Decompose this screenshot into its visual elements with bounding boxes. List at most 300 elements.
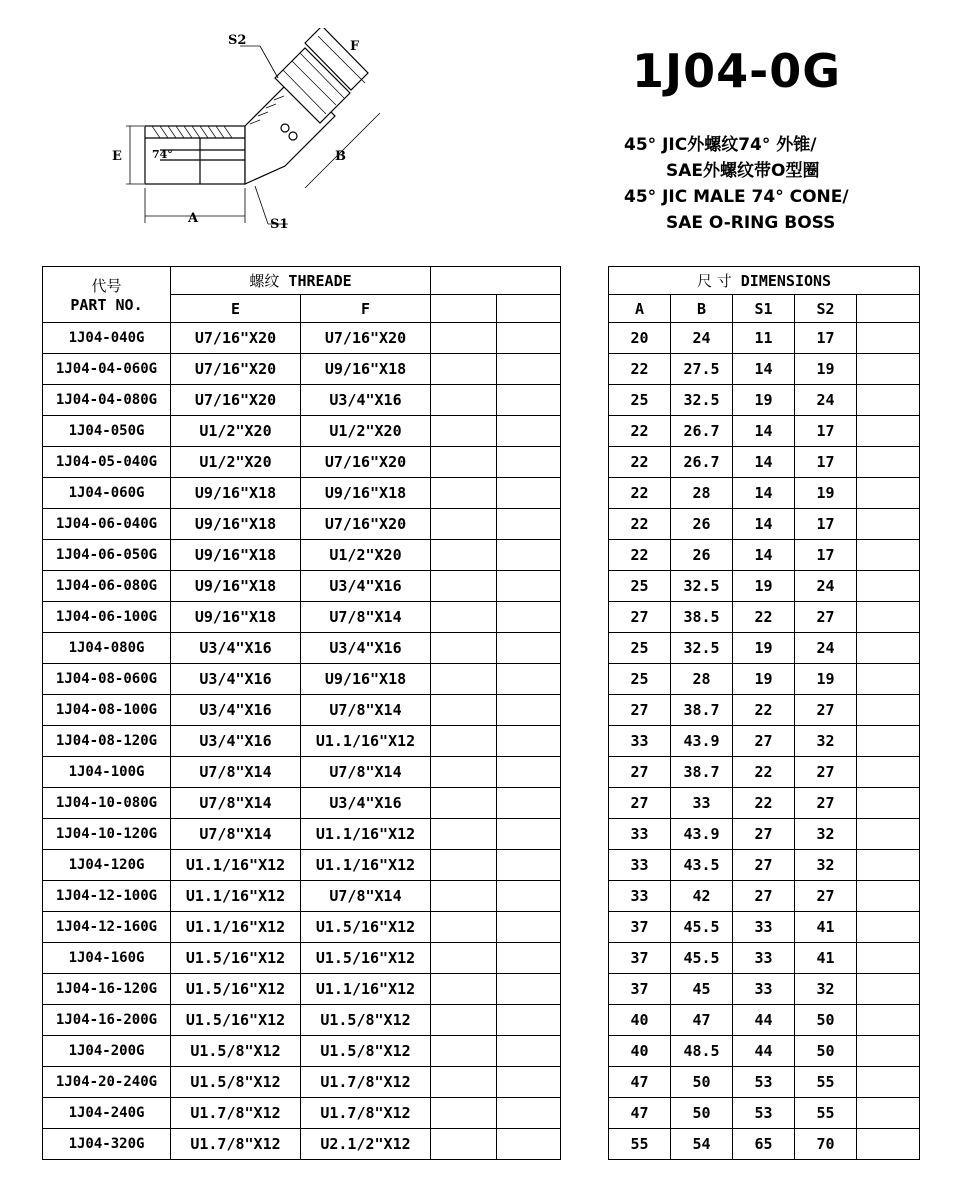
- cell-dim-s1: 22: [733, 695, 795, 726]
- cell-dim-b: 48.5: [671, 1036, 733, 1067]
- cell-blank: [497, 850, 561, 881]
- cell-gap: [561, 416, 609, 447]
- table-row: [43, 478, 920, 509]
- cell-blank: [497, 974, 561, 1005]
- cell-blank: [431, 974, 497, 1005]
- cell-thread-e: U1/2"X20: [171, 416, 301, 447]
- part-header-cn: 代号: [91, 277, 122, 295]
- spec-table: [42, 266, 920, 1160]
- cell-dim-s2: 19: [795, 354, 857, 385]
- cell-thread-e: U1.7/8"X12: [171, 1098, 301, 1129]
- spec-table-body: [43, 323, 920, 1160]
- cell-dim-s2: 17: [795, 540, 857, 571]
- cell-thread-e: U3/4"X16: [171, 726, 301, 757]
- cell-dim-s1: 19: [733, 571, 795, 602]
- cell-blank: [497, 695, 561, 726]
- cell-thread-e: U7/16"X20: [171, 354, 301, 385]
- cell-dim-s1: 65: [733, 1129, 795, 1160]
- gap-header: [561, 267, 609, 295]
- cell-dim-a: 27: [609, 695, 671, 726]
- cell-gap: [561, 757, 609, 788]
- cell-part: 1J04-16-200G: [43, 1005, 171, 1036]
- cell-blank: [431, 571, 497, 602]
- cell-blank: [497, 478, 561, 509]
- cell-blank: [857, 788, 920, 819]
- cell-gap: [561, 540, 609, 571]
- cell-blank: [857, 850, 920, 881]
- cell-thread-f: U1/2"X20: [301, 416, 431, 447]
- cell-dim-a: 33: [609, 881, 671, 912]
- col-f-header: F: [301, 295, 431, 323]
- cell-blank: [857, 509, 920, 540]
- cell-dim-s1: 53: [733, 1098, 795, 1129]
- cell-dim-s1: 14: [733, 509, 795, 540]
- cell-thread-f: U7/8"X14: [301, 881, 431, 912]
- cell-dim-s2: 17: [795, 447, 857, 478]
- cell-thread-f: U3/4"X16: [301, 788, 431, 819]
- cell-blank: [857, 416, 920, 447]
- label-s2: S2: [228, 33, 247, 48]
- cell-dim-b: 32.5: [671, 633, 733, 664]
- part-header-en: PART NO.: [70, 296, 143, 314]
- cell-dim-s1: 14: [733, 416, 795, 447]
- cell-blank: [857, 943, 920, 974]
- desc-en-line1: 45° JIC MALE 74° CONE/: [624, 187, 849, 207]
- cell-thread-e: U3/4"X16: [171, 633, 301, 664]
- cell-part: 1J04-08-120G: [43, 726, 171, 757]
- cell-dim-b: 27.5: [671, 354, 733, 385]
- cell-thread-e: U7/8"X14: [171, 788, 301, 819]
- cell-blank: [497, 354, 561, 385]
- cell-dim-s1: 27: [733, 850, 795, 881]
- gap-header2: [561, 295, 609, 323]
- cell-blank: [497, 757, 561, 788]
- table-row: [43, 726, 920, 757]
- cell-thread-e: U1.5/16"X12: [171, 974, 301, 1005]
- table-row: [43, 633, 920, 664]
- cell-blank: [497, 447, 561, 478]
- cell-thread-e: U9/16"X18: [171, 540, 301, 571]
- cell-dim-b: 50: [671, 1067, 733, 1098]
- cell-dim-b: 43.9: [671, 819, 733, 850]
- cell-blank: [857, 726, 920, 757]
- table-row: [43, 757, 920, 788]
- cell-dim-b: 26.7: [671, 447, 733, 478]
- cell-dim-a: 40: [609, 1036, 671, 1067]
- cell-dim-b: 45.5: [671, 912, 733, 943]
- dims-header-cn: 尺 寸: [696, 272, 732, 290]
- cell-blank: [857, 1036, 920, 1067]
- cell-dim-a: 20: [609, 323, 671, 354]
- cell-part: 1J04-04-060G: [43, 354, 171, 385]
- cell-part: 1J04-05-040G: [43, 447, 171, 478]
- fitting-drawing: [100, 28, 400, 238]
- cell-dim-a: 27: [609, 788, 671, 819]
- cell-dim-s1: 44: [733, 1005, 795, 1036]
- cell-gap: [561, 881, 609, 912]
- cell-dim-a: 22: [609, 447, 671, 478]
- cell-dim-s1: 19: [733, 664, 795, 695]
- cell-dim-a: 22: [609, 540, 671, 571]
- table-row: [43, 1005, 920, 1036]
- cell-thread-e: U1.5/16"X12: [171, 943, 301, 974]
- cell-blank: [431, 478, 497, 509]
- cell-blank: [857, 633, 920, 664]
- label-e: E: [112, 149, 122, 164]
- cell-thread-f: U9/16"X18: [301, 664, 431, 695]
- cell-dim-s1: 27: [733, 819, 795, 850]
- cell-dim-a: 55: [609, 1129, 671, 1160]
- cell-dim-s2: 32: [795, 850, 857, 881]
- desc-en-line2: SAE O-RING BOSS: [666, 213, 836, 233]
- thread-header: [171, 267, 431, 295]
- col-s2-header: S2: [795, 295, 857, 323]
- cell-part: 1J04-16-120G: [43, 974, 171, 1005]
- cell-thread-f: U1.1/16"X12: [301, 974, 431, 1005]
- cell-blank: [497, 602, 561, 633]
- label-f: F: [350, 39, 360, 54]
- cell-thread-e: U1.1/16"X12: [171, 912, 301, 943]
- cell-blank: [857, 819, 920, 850]
- cell-dim-a: 47: [609, 1067, 671, 1098]
- cell-thread-e: U9/16"X18: [171, 602, 301, 633]
- cell-gap: [561, 974, 609, 1005]
- cell-blank: [497, 788, 561, 819]
- cell-blank: [857, 447, 920, 478]
- cell-dim-s1: 33: [733, 912, 795, 943]
- cell-dim-b: 24: [671, 323, 733, 354]
- cell-dim-s1: 22: [733, 788, 795, 819]
- cell-gap: [561, 1129, 609, 1160]
- cell-gap: [561, 447, 609, 478]
- cell-gap: [561, 850, 609, 881]
- desc-cn-line1: 45° JIC外螺纹74° 外锥/: [624, 135, 817, 155]
- cell-thread-f: U1.5/8"X12: [301, 1005, 431, 1036]
- cell-gap: [561, 478, 609, 509]
- cell-dim-a: 25: [609, 664, 671, 695]
- cell-part: 1J04-200G: [43, 1036, 171, 1067]
- cell-dim-b: 43.9: [671, 726, 733, 757]
- table-row: [43, 509, 920, 540]
- cell-blank: [497, 943, 561, 974]
- cell-thread-f: U7/16"X20: [301, 447, 431, 478]
- cell-part: 1J04-320G: [43, 1129, 171, 1160]
- cell-dim-a: 37: [609, 943, 671, 974]
- cell-dim-s1: 27: [733, 726, 795, 757]
- cell-blank: [857, 974, 920, 1005]
- cell-dim-b: 32.5: [671, 571, 733, 602]
- cell-thread-f: U1.5/8"X12: [301, 1036, 431, 1067]
- cell-dim-a: 25: [609, 385, 671, 416]
- cell-dim-s1: 14: [733, 354, 795, 385]
- cell-dim-s2: 24: [795, 633, 857, 664]
- cell-gap: [561, 664, 609, 695]
- cell-dim-s1: 11: [733, 323, 795, 354]
- col-s1-header: S1: [733, 295, 795, 323]
- cell-blank: [431, 1067, 497, 1098]
- cell-dim-a: 40: [609, 1005, 671, 1036]
- table-row: [43, 323, 920, 354]
- cell-thread-f: U3/4"X16: [301, 385, 431, 416]
- cell-dim-b: 32.5: [671, 385, 733, 416]
- desc-cn-line2: SAE外螺纹带O型圈: [666, 161, 820, 181]
- cell-thread-e: U7/8"X14: [171, 819, 301, 850]
- cell-thread-e: U1.5/8"X12: [171, 1036, 301, 1067]
- cell-blank: [497, 726, 561, 757]
- cell-thread-e: U3/4"X16: [171, 664, 301, 695]
- cell-blank: [857, 695, 920, 726]
- cell-gap: [561, 354, 609, 385]
- cell-thread-e: U1.1/16"X12: [171, 850, 301, 881]
- col-a-header: A: [609, 295, 671, 323]
- cell-dim-s1: 14: [733, 478, 795, 509]
- cell-dim-s2: 27: [795, 757, 857, 788]
- cell-dim-s2: 50: [795, 1005, 857, 1036]
- cell-blank: [857, 385, 920, 416]
- table-row: [43, 912, 920, 943]
- cell-dim-b: 47: [671, 1005, 733, 1036]
- table-row: [43, 788, 920, 819]
- cell-dim-s1: 14: [733, 540, 795, 571]
- cell-dim-b: 28: [671, 664, 733, 695]
- cell-blank: [431, 881, 497, 912]
- cell-thread-f: U7/16"X20: [301, 509, 431, 540]
- cell-dim-s2: 27: [795, 695, 857, 726]
- cell-blank: [497, 1067, 561, 1098]
- cell-thread-f: U1.1/16"X12: [301, 850, 431, 881]
- thread-extra-header: [431, 267, 561, 295]
- cell-blank: [431, 912, 497, 943]
- cell-thread-f: U1.1/16"X12: [301, 819, 431, 850]
- cell-thread-e: U7/16"X20: [171, 323, 301, 354]
- cell-part: 1J04-20-240G: [43, 1067, 171, 1098]
- cell-blank: [857, 912, 920, 943]
- cell-dim-b: 38.7: [671, 695, 733, 726]
- dims-header-en: DIMENSIONS: [740, 272, 832, 290]
- cell-dim-s2: 55: [795, 1067, 857, 1098]
- cell-blank: [497, 1005, 561, 1036]
- cell-gap: [561, 819, 609, 850]
- cell-blank: [431, 664, 497, 695]
- part-header: [43, 267, 171, 323]
- cell-blank: [431, 447, 497, 478]
- cell-dim-a: 22: [609, 478, 671, 509]
- label-s1: S1: [270, 217, 289, 232]
- cell-dim-a: 33: [609, 850, 671, 881]
- table-row: [43, 664, 920, 695]
- cell-dim-s1: 27: [733, 881, 795, 912]
- cell-blank: [497, 881, 561, 912]
- cell-blank: [857, 1129, 920, 1160]
- cell-dim-b: 28: [671, 478, 733, 509]
- cell-part: 1J04-060G: [43, 478, 171, 509]
- table-row: [43, 385, 920, 416]
- cell-blank: [497, 1098, 561, 1129]
- table-row: [43, 974, 920, 1005]
- cell-blank: [497, 633, 561, 664]
- cell-blank: [431, 819, 497, 850]
- col-blank3-header: [857, 295, 920, 323]
- cell-gap: [561, 695, 609, 726]
- cell-blank: [497, 664, 561, 695]
- cell-dim-s2: 24: [795, 571, 857, 602]
- cell-dim-s2: 55: [795, 1098, 857, 1129]
- cell-blank: [431, 416, 497, 447]
- cell-dim-a: 27: [609, 757, 671, 788]
- cell-gap: [561, 726, 609, 757]
- cell-thread-e: U9/16"X18: [171, 478, 301, 509]
- cell-part: 1J04-04-080G: [43, 385, 171, 416]
- cell-dim-a: 47: [609, 1098, 671, 1129]
- cell-part: 1J04-06-050G: [43, 540, 171, 571]
- cell-thread-f: U3/4"X16: [301, 633, 431, 664]
- cell-dim-s1: 53: [733, 1067, 795, 1098]
- table-row: [43, 695, 920, 726]
- label-b: B: [335, 149, 346, 164]
- cell-blank: [857, 323, 920, 354]
- cell-dim-s2: 41: [795, 943, 857, 974]
- cell-thread-f: U1.5/16"X12: [301, 943, 431, 974]
- cell-gap: [561, 633, 609, 664]
- cell-dim-s2: 19: [795, 478, 857, 509]
- cell-blank: [497, 540, 561, 571]
- cell-blank: [431, 850, 497, 881]
- cell-part: 1J04-040G: [43, 323, 171, 354]
- cell-thread-f: U1.5/16"X12: [301, 912, 431, 943]
- cell-blank: [431, 633, 497, 664]
- cell-thread-e: U7/16"X20: [171, 385, 301, 416]
- cell-dim-s2: 24: [795, 385, 857, 416]
- table-row: [43, 943, 920, 974]
- table-row: [43, 881, 920, 912]
- cell-thread-e: U3/4"X16: [171, 695, 301, 726]
- col-e-header: E: [171, 295, 301, 323]
- cell-part: 1J04-100G: [43, 757, 171, 788]
- cell-gap: [561, 571, 609, 602]
- table-row: [43, 1067, 920, 1098]
- cell-part: 1J04-050G: [43, 416, 171, 447]
- table-row: [43, 1098, 920, 1129]
- page-title: 1J04-0G: [632, 44, 841, 98]
- cell-blank: [857, 664, 920, 695]
- cell-dim-b: 50: [671, 1098, 733, 1129]
- table-row: [43, 1036, 920, 1067]
- cell-thread-e: U1.1/16"X12: [171, 881, 301, 912]
- cell-dim-a: 22: [609, 509, 671, 540]
- cell-blank: [431, 1005, 497, 1036]
- cell-dim-b: 45: [671, 974, 733, 1005]
- cell-blank: [431, 354, 497, 385]
- cell-dim-s1: 44: [733, 1036, 795, 1067]
- cell-dim-a: 25: [609, 633, 671, 664]
- cell-blank: [497, 912, 561, 943]
- cell-dim-s1: 19: [733, 385, 795, 416]
- cell-thread-f: U7/16"X20: [301, 323, 431, 354]
- cell-thread-e: U1.5/8"X12: [171, 1067, 301, 1098]
- cell-dim-s2: 27: [795, 881, 857, 912]
- cell-thread-f: U7/8"X14: [301, 757, 431, 788]
- cell-blank: [497, 385, 561, 416]
- cell-dim-b: 42: [671, 881, 733, 912]
- cell-gap: [561, 509, 609, 540]
- cell-dim-b: 26: [671, 540, 733, 571]
- cell-blank: [857, 354, 920, 385]
- col-b-header: B: [671, 295, 733, 323]
- cell-blank: [857, 571, 920, 602]
- cell-thread-f: U1.7/8"X12: [301, 1098, 431, 1129]
- table-row: [43, 819, 920, 850]
- cell-part: 1J04-080G: [43, 633, 171, 664]
- cell-gap: [561, 1005, 609, 1036]
- cell-dim-s2: 17: [795, 509, 857, 540]
- cell-gap: [561, 1067, 609, 1098]
- dims-header: [609, 267, 920, 295]
- cell-blank: [857, 602, 920, 633]
- cell-blank: [431, 323, 497, 354]
- cell-dim-b: 33: [671, 788, 733, 819]
- cell-dim-s1: 33: [733, 974, 795, 1005]
- cell-dim-b: 45.5: [671, 943, 733, 974]
- cell-dim-a: 33: [609, 726, 671, 757]
- cell-part: 1J04-160G: [43, 943, 171, 974]
- cell-dim-a: 33: [609, 819, 671, 850]
- label-a: A: [188, 211, 199, 226]
- cell-gap: [561, 602, 609, 633]
- cell-blank: [857, 540, 920, 571]
- cell-dim-s1: 22: [733, 757, 795, 788]
- cell-thread-f: U1.1/16"X12: [301, 726, 431, 757]
- cell-dim-s2: 41: [795, 912, 857, 943]
- cell-dim-s2: 70: [795, 1129, 857, 1160]
- cell-blank: [857, 478, 920, 509]
- cell-blank: [431, 695, 497, 726]
- cell-thread-e: U9/16"X18: [171, 571, 301, 602]
- thread-header-en: THREADE: [288, 272, 352, 290]
- cell-blank: [497, 571, 561, 602]
- cell-blank: [497, 819, 561, 850]
- cell-gap: [561, 912, 609, 943]
- table-row: [43, 540, 920, 571]
- cell-thread-f: U1.7/8"X12: [301, 1067, 431, 1098]
- description: [624, 132, 849, 236]
- cell-thread-e: U1.7/8"X12: [171, 1129, 301, 1160]
- cell-part: 1J04-08-100G: [43, 695, 171, 726]
- cell-dim-s1: 22: [733, 602, 795, 633]
- cell-dim-s2: 50: [795, 1036, 857, 1067]
- col-blank2-header: [497, 295, 561, 323]
- cell-dim-b: 43.5: [671, 850, 733, 881]
- cell-blank: [431, 788, 497, 819]
- cell-dim-a: 25: [609, 571, 671, 602]
- table-row: [43, 602, 920, 633]
- cell-thread-f: U1/2"X20: [301, 540, 431, 571]
- cell-dim-s2: 17: [795, 416, 857, 447]
- table-row: [43, 850, 920, 881]
- cell-dim-b: 26.7: [671, 416, 733, 447]
- cell-dim-a: 27: [609, 602, 671, 633]
- label-angle: 74°: [152, 148, 173, 161]
- cell-dim-s2: 17: [795, 323, 857, 354]
- cell-thread-f: U9/16"X18: [301, 354, 431, 385]
- cell-dim-s2: 27: [795, 602, 857, 633]
- cell-part: 1J04-06-040G: [43, 509, 171, 540]
- cell-dim-a: 22: [609, 416, 671, 447]
- cell-dim-a: 37: [609, 974, 671, 1005]
- cell-part: 1J04-06-080G: [43, 571, 171, 602]
- cell-part: 1J04-12-100G: [43, 881, 171, 912]
- cell-thread-f: U7/8"X14: [301, 602, 431, 633]
- cell-blank: [857, 1098, 920, 1129]
